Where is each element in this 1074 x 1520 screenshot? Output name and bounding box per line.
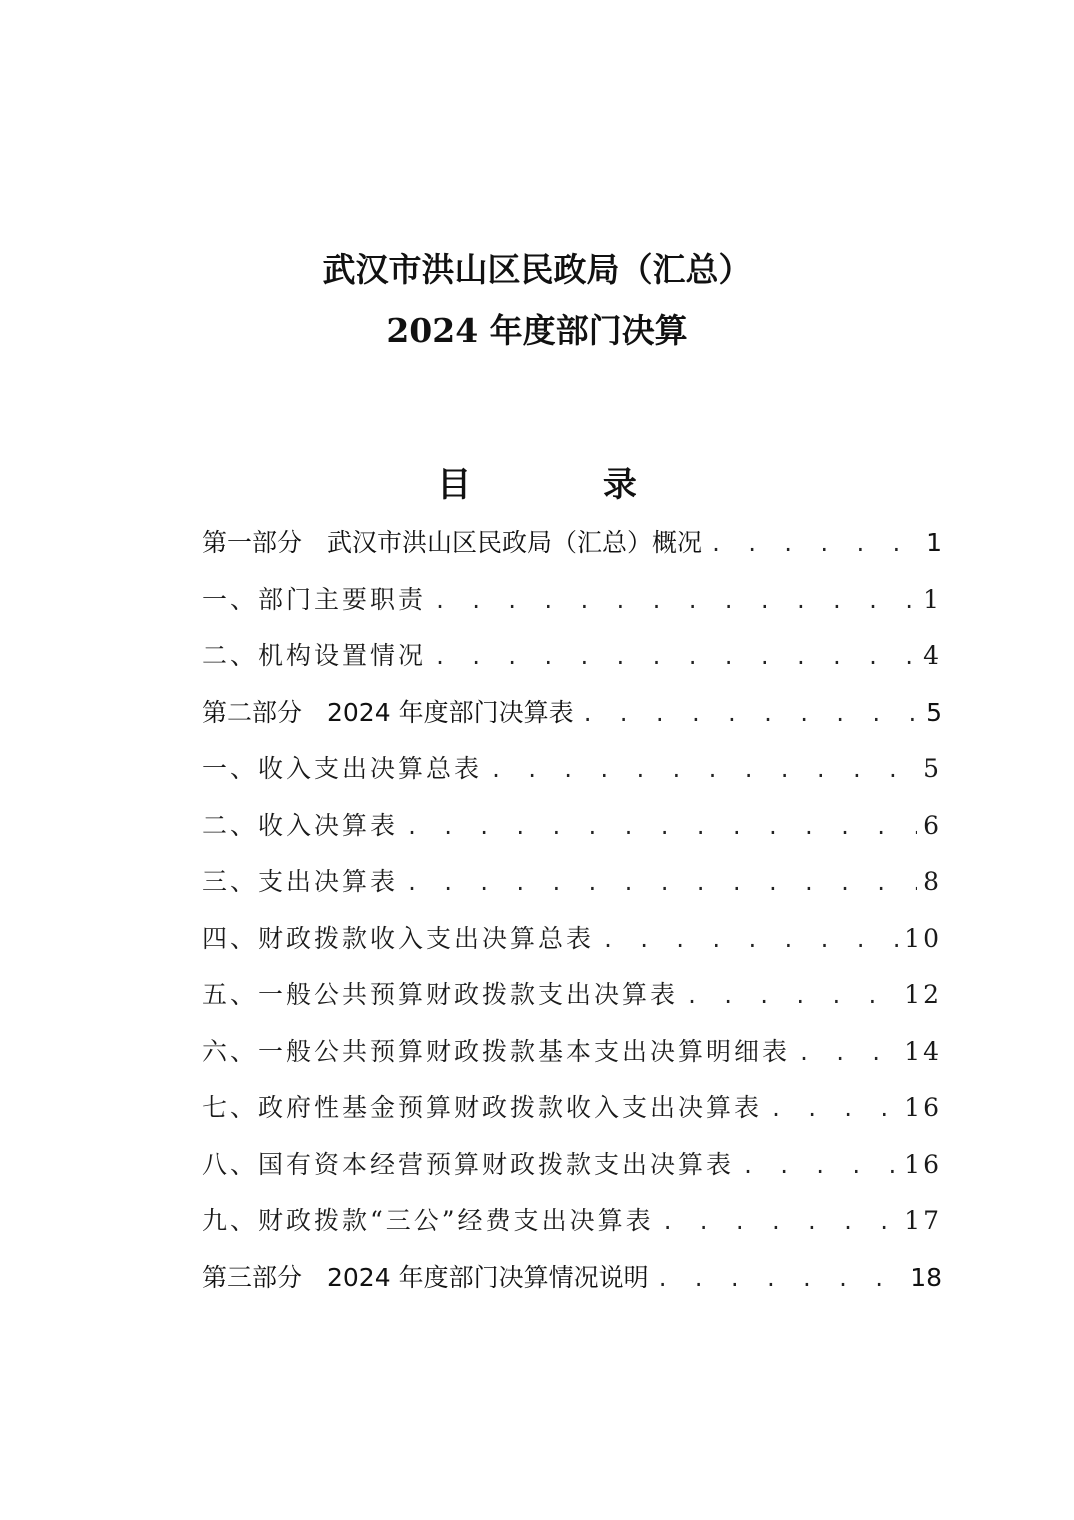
toc-entry[interactable]: [202, 973, 942, 1030]
toc-entry-label: 一、部门主要职责: [202, 584, 427, 614]
toc-page-number: 10: [904, 923, 942, 953]
toc-dot-leader: [434, 579, 917, 623]
toc-entry-label: 第二部分 2024 年度部门决算表: [202, 697, 574, 727]
toc-page-number: 16: [904, 1093, 942, 1122]
document-title-line1: 武汉市洪山区民政局（汇总）: [322, 250, 752, 289]
toc-entry[interactable]: [202, 804, 942, 861]
toc-page-number: 8: [923, 867, 942, 896]
toc-page-number: 12: [904, 980, 942, 1009]
toc-page-number: 4: [923, 641, 942, 670]
toc-page-number: 5: [926, 697, 942, 727]
toc-dot-leader: [582, 692, 918, 736]
toc-entry[interactable]: [202, 634, 942, 691]
toc-entry-label: 四、财政拨款收入支出决算总表: [202, 923, 595, 953]
toc-heading: 目 录: [437, 465, 697, 505]
toc-entry[interactable]: [202, 917, 942, 974]
toc-dot-leader: [406, 861, 917, 905]
toc-entry[interactable]: [202, 1199, 942, 1256]
toc-dot-leader: [662, 1200, 899, 1244]
toc-entry[interactable]: [202, 578, 942, 635]
toc-dot-leader: [406, 805, 917, 849]
toc-dot-leader: [686, 974, 898, 1018]
toc-page-number: 1: [926, 528, 942, 557]
toc-dot-leader: [770, 1087, 898, 1131]
toc-page-number: 14: [904, 1036, 942, 1066]
table-of-contents: [202, 521, 942, 1312]
toc-entry-label: 二、收入决算表: [202, 810, 399, 840]
toc-page-number: 6: [923, 810, 942, 840]
toc-entry-label: 六、一般公共预算财政拨款基本支出决算明细表: [202, 1036, 791, 1066]
toc-entry-label: 第一部分 武汉市洪山区民政局（汇总）概况: [202, 528, 703, 557]
toc-dot-leader: [742, 1144, 898, 1188]
toc-entry-label: 五、一般公共预算财政拨款支出决算表: [202, 980, 679, 1009]
toc-page-number: 5: [923, 754, 942, 783]
toc-page-number: 18: [910, 1262, 942, 1292]
toc-entry-label: 七、政府性基金预算财政拨款收入支出决算表: [202, 1093, 763, 1122]
toc-dot-leader: [798, 1031, 898, 1075]
toc-entry-label: 第三部分 2024 年度部门决算情况说明: [202, 1262, 649, 1292]
toc-entry-label: 一、收入支出决算总表: [202, 754, 483, 783]
toc-dot-leader: [602, 918, 898, 962]
toc-entry[interactable]: [202, 521, 942, 578]
toc-entry[interactable]: [202, 1256, 942, 1313]
toc-entry-label: 二、机构设置情况: [202, 641, 427, 670]
toc-entry[interactable]: [202, 1086, 942, 1143]
toc-entry[interactable]: [202, 691, 942, 748]
toc-entry-label: 三、支出决算表: [202, 867, 399, 896]
toc-page-number: 16: [904, 1149, 942, 1179]
toc-entry[interactable]: [202, 747, 942, 804]
toc-page-number: 17: [904, 1206, 942, 1235]
toc-entry[interactable]: [202, 1143, 942, 1200]
toc-entry[interactable]: [202, 1030, 942, 1087]
toc-entry[interactable]: [202, 860, 942, 917]
toc-page-number: 1: [923, 584, 942, 614]
toc-dot-leader: [490, 748, 917, 792]
toc-entry-label: 八、国有资本经营预算财政拨款支出决算表: [202, 1149, 735, 1179]
toc-dot-leader: [710, 522, 918, 566]
toc-dot-leader: [657, 1257, 905, 1301]
document-title-line2: 2024 年度部门决算: [386, 311, 688, 350]
toc-entry-label: 九、财政拨款“三公”经费支出决算表: [202, 1206, 654, 1235]
toc-dot-leader: [434, 635, 917, 679]
